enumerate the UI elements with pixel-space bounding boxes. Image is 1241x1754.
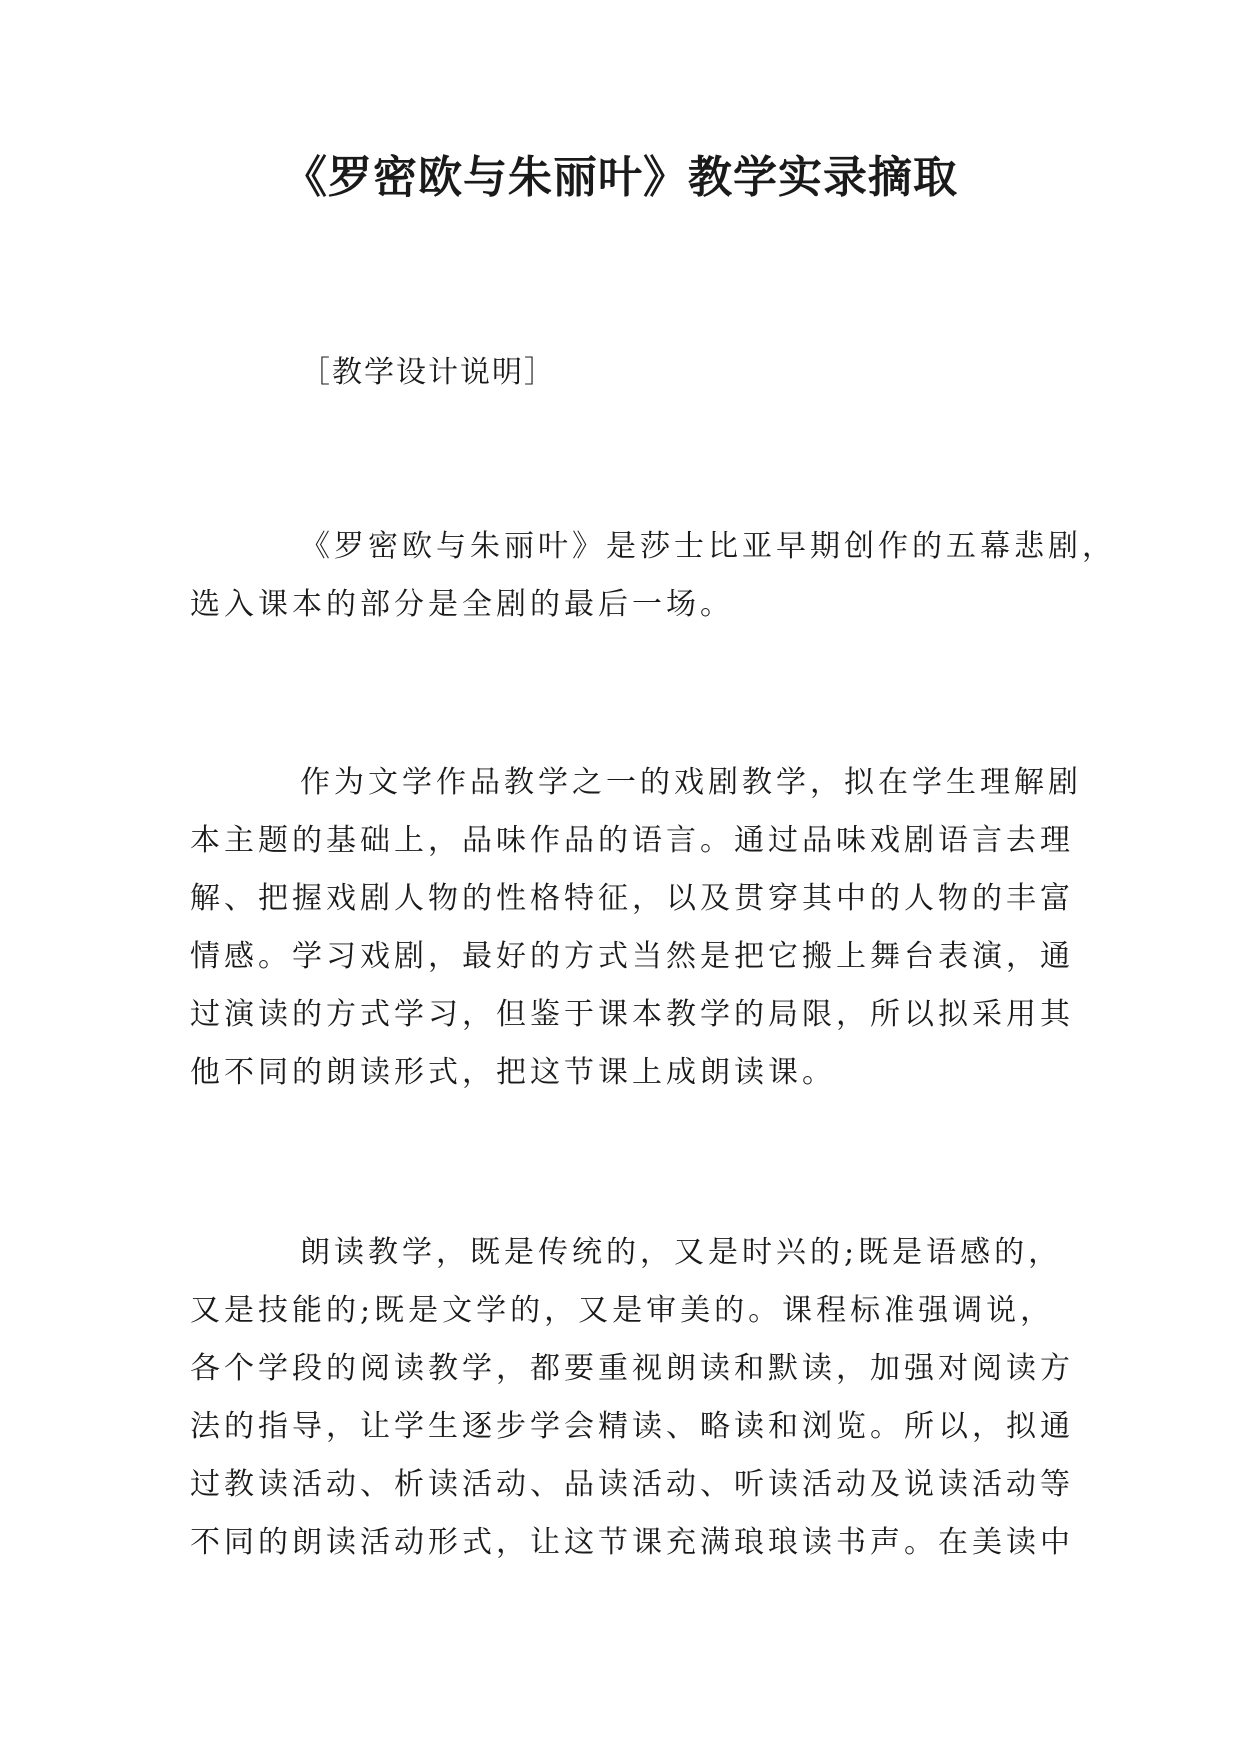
paragraph-intro: [190, 518, 1116, 634]
page-title: 《罗密欧与朱丽叶》教学实录摘取: [283, 152, 958, 203]
paragraph-line: 过演读的方式学习，但鉴于课本教学的局限，所以拟采用其: [190, 997, 1074, 1032]
paragraph-line: 法的指导，让学生逐步学会精读、略读和浏览。所以，拟通: [190, 1409, 1074, 1444]
paragraph-line: 又是技能的;既是文学的，又是审美的。课程标准强调说，: [190, 1293, 1055, 1328]
paragraph-line: 各个学段的阅读教学，都要重视朗读和默读，加强对阅读方: [190, 1351, 1074, 1386]
paragraph-drama-teaching: [190, 754, 1082, 1102]
paragraph-line: 解、把握戏剧人物的性格特征，以及贯穿其中的人物的丰富: [190, 881, 1074, 916]
section-label: ［教学设计说明］: [300, 355, 556, 390]
paragraph-line: 他不同的朗读形式，把这节课上成朗读课。: [190, 1055, 836, 1090]
paragraph-line: 过教读活动、析读活动、品读活动、听读活动及说读活动等: [190, 1467, 1074, 1502]
paragraph-reading-teaching: [190, 1224, 1074, 1572]
paragraph-line: 作为文学作品教学之一的戏剧教学，拟在学生理解剧: [300, 765, 1082, 800]
paragraph-line: 朗读教学，既是传统的，又是时兴的;既是语感的，: [300, 1235, 1063, 1270]
paragraph-line: 不同的朗读活动形式，让这节课充满琅琅读书声。在美读中: [190, 1525, 1074, 1560]
paragraph-line: 本主题的基础上，品味作品的语言。通过品味戏剧语言去理: [190, 823, 1074, 858]
paragraph-line: 选入课本的部分是全剧的最后一场。: [190, 587, 734, 622]
paragraph-line: 《罗密欧与朱丽叶》是莎士比亚早期创作的五幕悲剧，: [300, 529, 1116, 564]
paragraph-line: 情感。学习戏剧，最好的方式当然是把它搬上舞台表演，通: [190, 939, 1074, 974]
